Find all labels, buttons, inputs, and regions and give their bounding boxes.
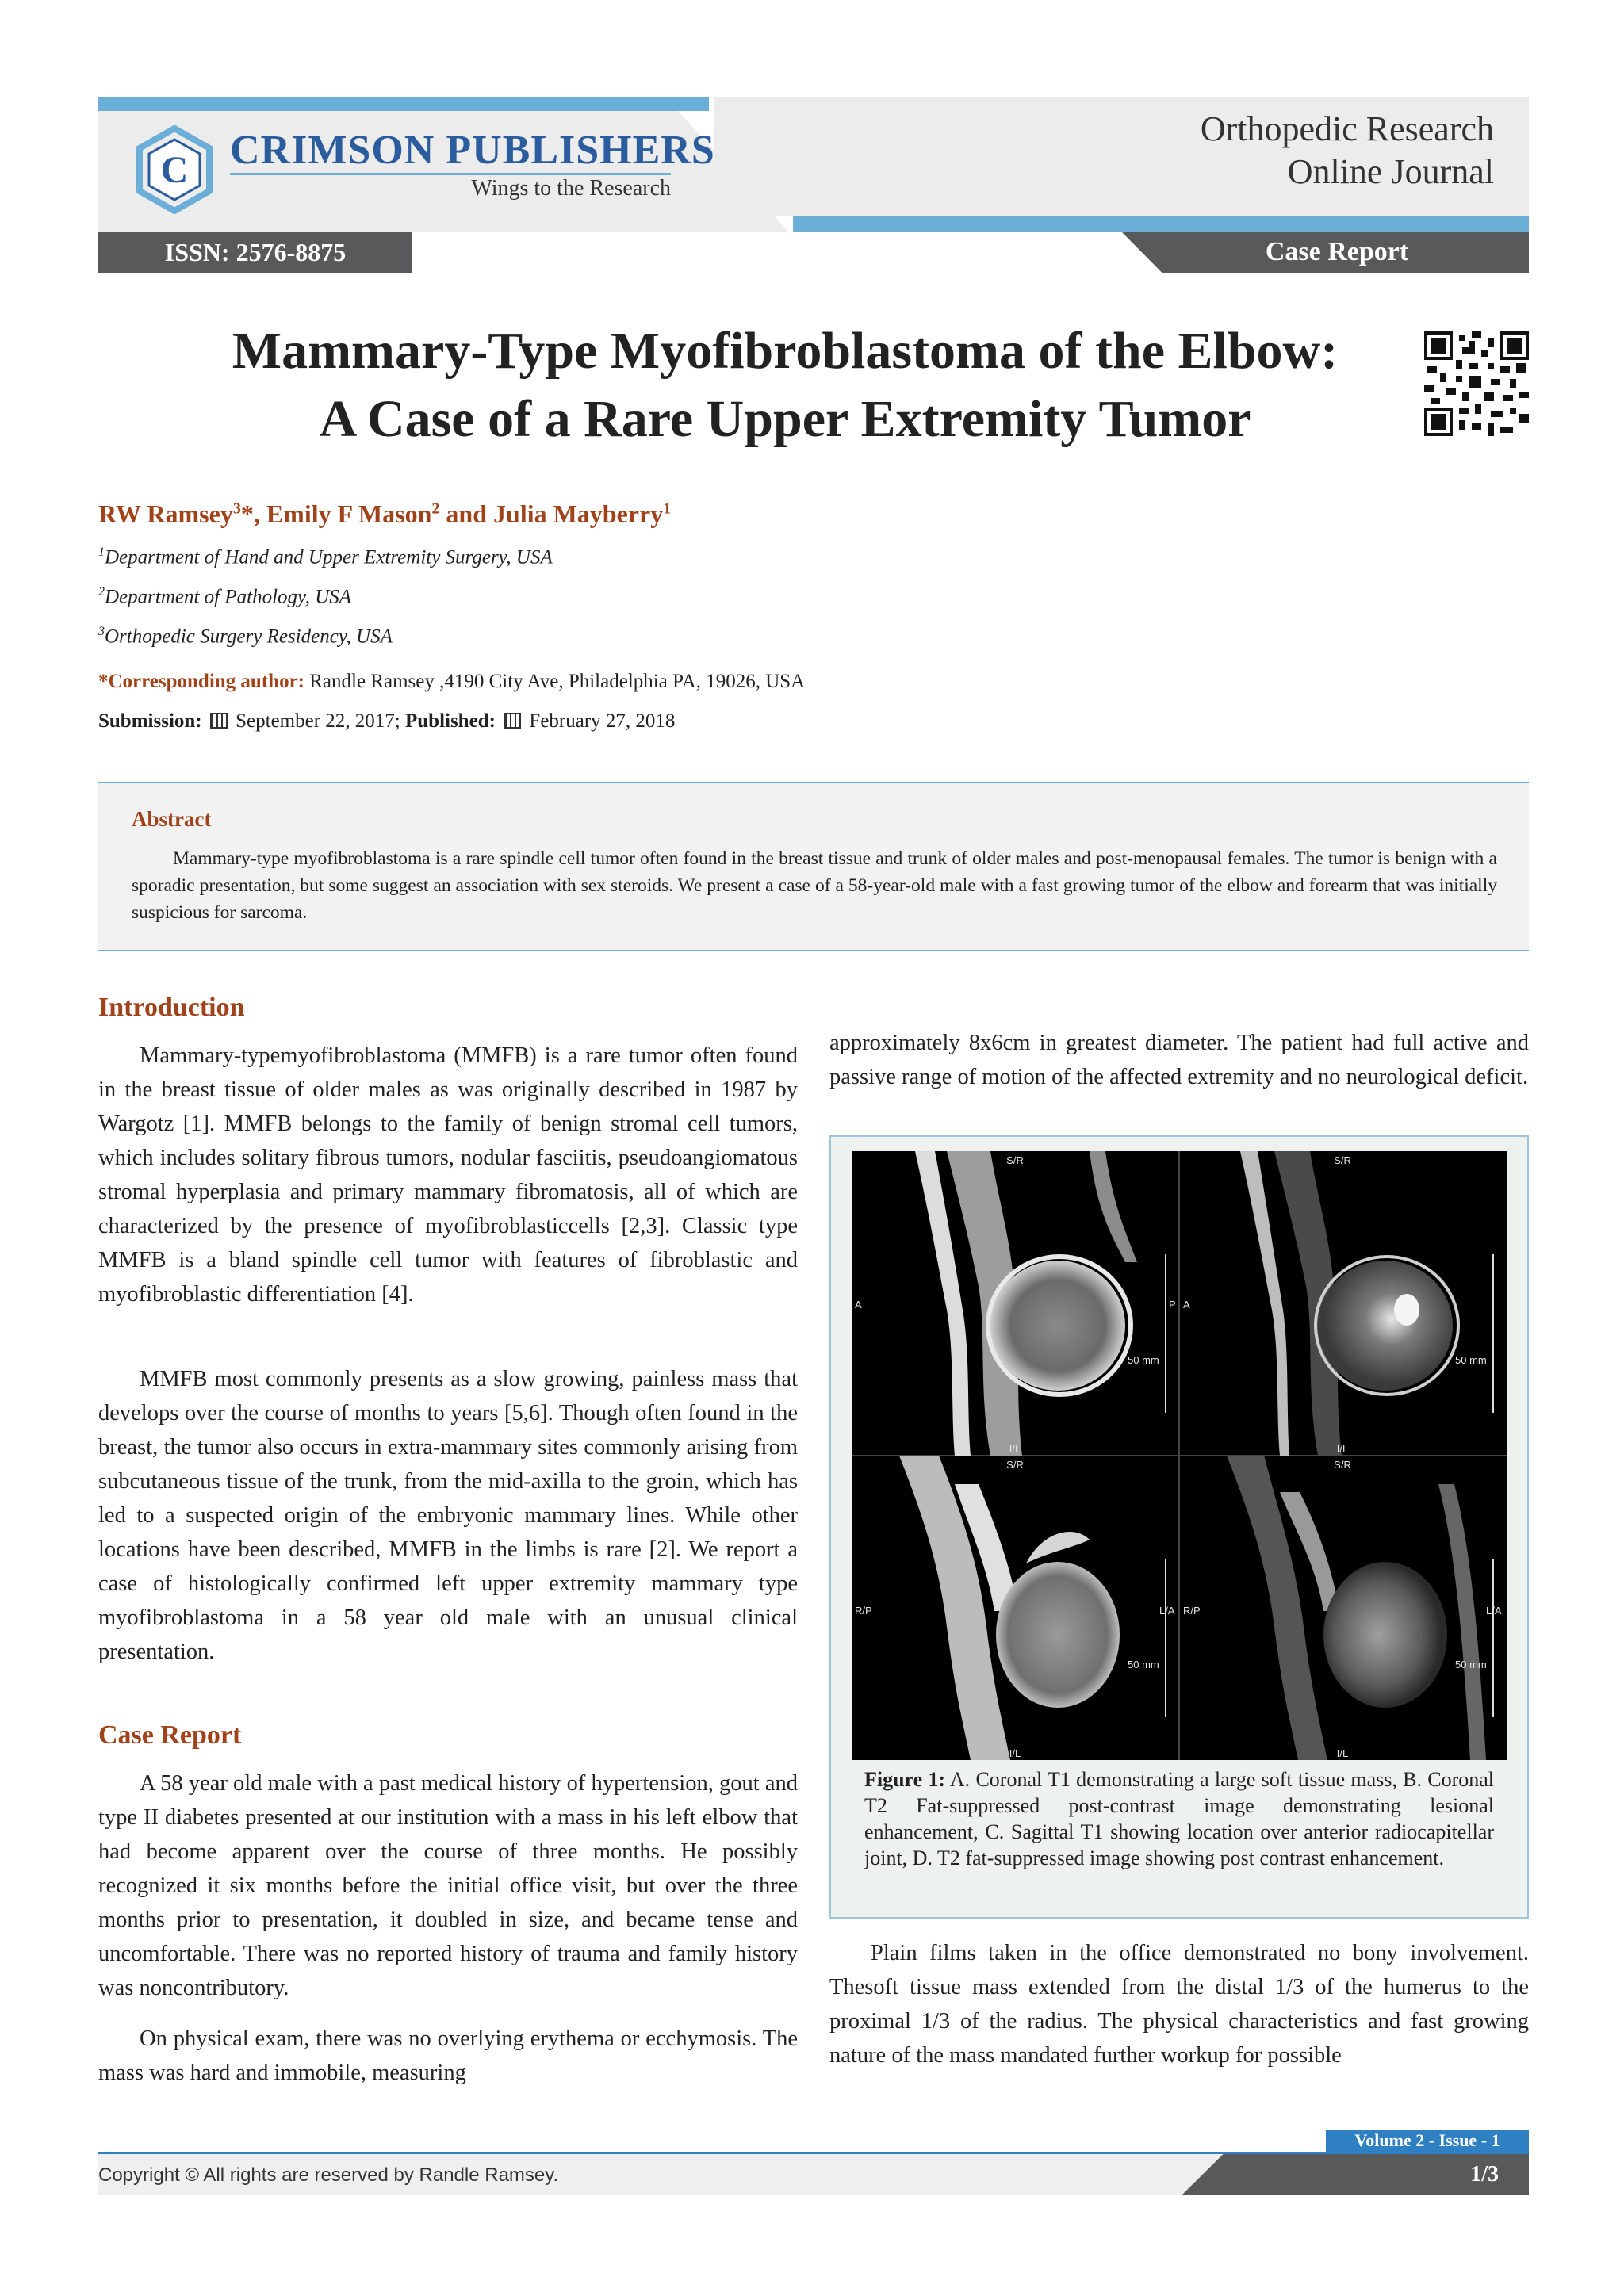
affiliation-number: 3 (98, 625, 105, 638)
corresponding-author (98, 671, 805, 693)
mri-scale-label: 50 mm (1128, 1659, 1159, 1670)
case-report-heading: Case Report (98, 1720, 242, 1750)
mri-label-top: S/R (1334, 1154, 1351, 1166)
mri-label-left: R/P (855, 1605, 872, 1617)
figure-caption-label: Figure 1: (864, 1768, 946, 1791)
right-paragraph-1: approximately 8x6cm in greatest diameter. The patient had full active and passive range of motion of the affected extremity and no neurological deficit. (829, 1031, 1529, 1089)
header-blue-bar (793, 216, 1529, 232)
calendar-icon (210, 713, 228, 729)
title-line-2: A Case of a Rare Upper Extremity Tumor (319, 390, 1251, 448)
figure-1-caption (864, 1766, 1494, 1871)
author-affiliation-mark: 3 (232, 499, 241, 518)
title-line-1: Mammary-Type Myofibroblastoma of the Elbow: (232, 322, 1339, 380)
publisher-tagline: Wings to the Research (471, 176, 671, 201)
affiliation (98, 625, 393, 648)
corresponding-author-label: *Corresponding author: (98, 671, 304, 692)
publisher-underline (230, 173, 671, 175)
publication-dates (98, 710, 675, 733)
affiliation (98, 585, 351, 608)
author-affiliation-mark: 2 (431, 499, 440, 518)
mri-label-left: R/P (1183, 1605, 1201, 1617)
case-report-paragraph-1: A 58 year old male with a past medical history of hypertension, gout and type II diabetes presented at our institution with a mass in his left elbow that had become apparent over the course of three months. He possibly recognized it six months before the initial office visit, but over the three months prior to presentation, it doubled in size, and became tense and uncomfortable. There was no reported history of trauma and family history was noncontributory. (98, 1771, 798, 2000)
right-paragraph-2: Plain films taken in the office demonstrated no bony involvement. Thesoft tissue mass extended from the distal 1/3 of the humerus to the proximal 1/3 of the radius. The physical characteristics and fast growing nature of the mass mandated further workup for possible (829, 1941, 1529, 2068)
mri-label-right: L/A (1486, 1605, 1502, 1617)
author-name[interactable]: Julia Mayberry (493, 499, 664, 528)
calendar-icon (504, 713, 521, 729)
crimson-logo-icon (135, 125, 214, 214)
author-conjunction: and (439, 499, 494, 528)
article-type-label: Case Report (1265, 237, 1409, 266)
author-name[interactable]: RW Ramsey (98, 499, 233, 528)
submission-date: September 22, 2017; (230, 710, 405, 732)
mri-scale-label: 50 mm (1455, 1354, 1487, 1366)
introduction-paragraph-2: MMFB most commonly presents as a slow growing, painless mass that develops over the course of months to years [5,6]. Though often found in the breast, the tumor also occurs in extra-mammary sites commonly arising from subcutaneous tissue of the trunk, from the mid-axilla to the groin, which has led to a suspected origin of the embryonic mammary lines. While other locations have been described, MMFB in the limbs is rare [2]. We report a case of histologically confirmed left upper extremity mammary type myofibroblastoma in a 58 year old male with an unusual clinical presentation. (98, 1367, 798, 1664)
mri-label-bottom: I/L (1336, 1443, 1349, 1455)
figure-1-mri-image[interactable] (852, 1151, 1507, 1760)
article-title (119, 317, 1451, 453)
journal-name-line2: Online Journal (1287, 152, 1494, 191)
mri-label-bottom: I/L (1009, 1443, 1021, 1455)
abstract-text: Mammary-type myofibroblastoma is a rare spindle cell tumor often found in the breast tissue and trunk of older males and post-menopausal females. The tumor is benign with a sporadic presentation, but some suggest an association with sex steroids. We present a case of a 58-year-old male with a fast growing tumor of the elbow and forearm that was initially suspicious for sarcoma. (132, 848, 1497, 923)
affiliation-text: Department of Pathology, USA (105, 586, 352, 608)
figure-caption-text: A. Coronal T1 demonstrating a large soft tissue mass, B. Coronal T2 Fat-suppressed post-contrast image demonstrating lesional enhancement, C. Sagittal T1 showing location over anterior radiocapitellar joint, D. T2 fat-suppressed image showing post contrast enhancement. (864, 1768, 1494, 1869)
affiliation-number: 1 (98, 545, 105, 559)
published-label: Published: (404, 710, 496, 732)
mri-label-bottom: I/L (1009, 1747, 1021, 1759)
page-number: 1/3 (1470, 2162, 1499, 2187)
mri-label-top: S/R (1006, 1459, 1024, 1471)
case-report-paragraph-2: On physical exam, there was no overlying erythema or ecchymosis. The mass was hard and immobile, measuring (98, 2026, 798, 2085)
corresponding-mark: *, (240, 499, 266, 528)
abstract-heading: Abstract (132, 807, 212, 831)
author-affiliation-mark: 1 (663, 499, 672, 518)
mri-scale-label: 50 mm (1128, 1354, 1159, 1366)
mri-label-top: S/R (1334, 1459, 1351, 1471)
issn-badge: ISSN: 2576-8875 (98, 232, 412, 273)
header-accent-bar (98, 97, 709, 111)
submission-label: Submission: (98, 710, 202, 732)
journal-name-line1: Orthopedic Research (1200, 109, 1494, 148)
affiliation-text: Orthopedic Surgery Residency, USA (105, 626, 393, 648)
journal-name (952, 108, 1494, 193)
mri-label-right: L/A (1159, 1605, 1175, 1617)
mri-label-left: A (1183, 1299, 1190, 1311)
copyright-notice: Copyright © All rights are reserved by Randle Ramsey. (98, 2164, 559, 2186)
affiliation (98, 545, 553, 568)
publisher-name: CRIMSON PUBLISHERS (230, 128, 715, 173)
mri-scale-label: 50 mm (1455, 1659, 1487, 1670)
author-list (98, 499, 671, 529)
mri-label-top: S/R (1006, 1154, 1024, 1166)
volume-issue-badge: Volume 2 - Issue - 1 (1326, 2130, 1529, 2152)
affiliation-text: Department of Hand and Upper Extremity Surgery, USA (105, 546, 553, 568)
introduction-heading: Introduction (98, 993, 245, 1022)
qr-code-icon[interactable] (1424, 331, 1529, 436)
mri-label-bottom: I/L (1336, 1747, 1349, 1759)
logo-letter: C (160, 149, 189, 191)
corresponding-author-text: Randle Ramsey ,4190 City Ave, Philadelphia PA, 19026, USA (304, 671, 806, 692)
mri-label-right: P (1169, 1299, 1176, 1311)
published-date: February 27, 2018 (524, 710, 676, 732)
mri-label-left: A (855, 1299, 862, 1311)
affiliation-number: 2 (98, 585, 105, 599)
introduction-paragraph-1: Mammary-typemyofibroblastoma (MMFB) is a rare tumor often found in the breast tissue of older males as was originally described in 1987 by Wargotz [1]. MMFB belongs to the family of benign stromal cell tumors, which includes solitary fibrous tumors, nodular fasciitis, pseudoangiomatous stromal hyperplasia and primary mammary fibromatosis, all of which are characterized by the presence of myofibroblasticcells [2,3]. Classic type MMFB is a bland spindle cell tumor with features of fibroblastic and myofibroblastic differentiation [4]. (98, 1043, 798, 1307)
author-name[interactable]: Emily F Mason (266, 499, 432, 528)
